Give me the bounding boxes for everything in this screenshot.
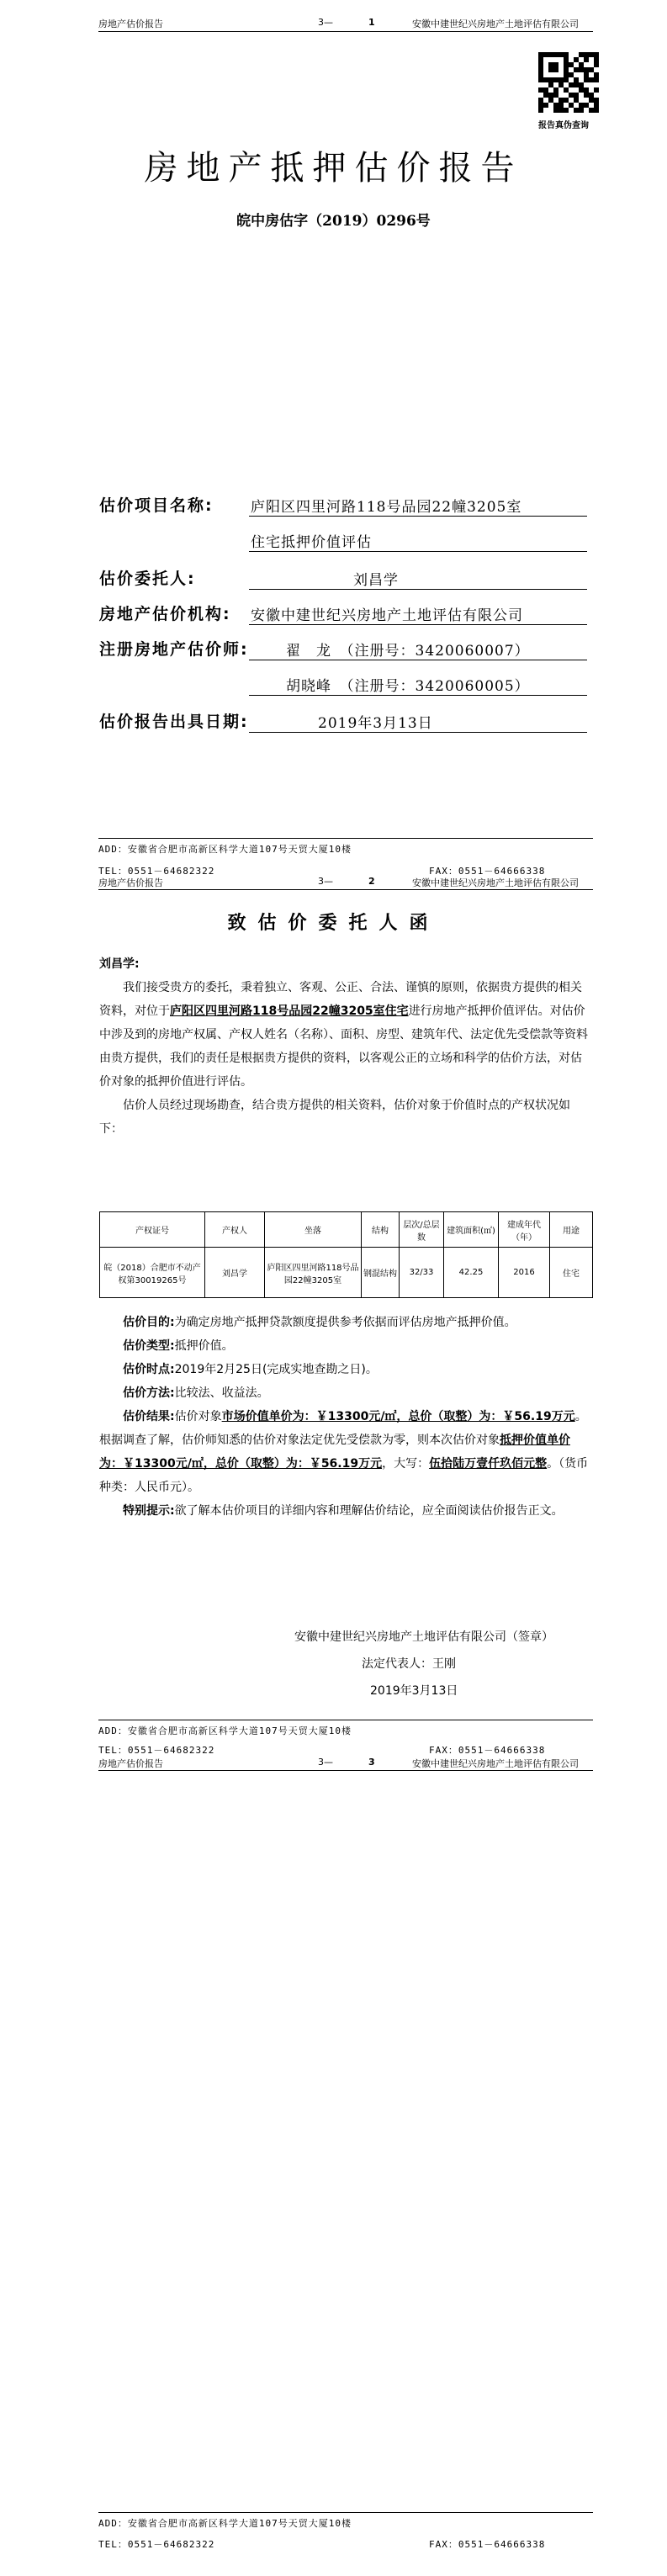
table-cell: 住宅 (550, 1248, 593, 1298)
letter-body (99, 976, 593, 1141)
page3-header-right: 安徽中建世纪兴房地产土地评估有限公司 (412, 1758, 579, 1769)
letter-salutation: 刘昌学: (99, 957, 140, 971)
underline (249, 551, 587, 552)
table-header: 产权证号 (100, 1212, 205, 1248)
page1-header-right: 安徽中建世纪兴房地产土地评估有限公司 (412, 19, 579, 29)
underline (249, 516, 587, 517)
underline (249, 695, 587, 696)
field-value-project: 庐阳区四里河路118号品园22幢3205室 (251, 499, 522, 516)
table-cell: 42.25 (444, 1248, 499, 1298)
page3-footer-tel: TEL：0551－64682322 (98, 2539, 215, 2550)
table-header: 产权人 (205, 1212, 265, 1248)
page3-page-number: 3 (368, 1757, 375, 1768)
page2-header-left: 房地产估价报告 (98, 877, 163, 888)
letter-details (99, 1311, 593, 1523)
underline (249, 589, 587, 590)
table-header: 层次/总层数 (400, 1212, 444, 1248)
table-header: 结构 (362, 1212, 400, 1248)
field-value-appraiser-2: 胡晓峰 （注册号：3420060005） (286, 678, 530, 695)
tip-line: 特别提示:欲了解本估价项目的详细内容和理解估价结论，应全面阅读估价报告正文。 (123, 1504, 564, 1518)
field-label-client: 估价委托人: (99, 570, 196, 588)
page3-footer-fax: FAX：0551－64666338 (429, 2539, 546, 2550)
page1-footer-address: ADD：安徽省合肥市高新区科学大道107号天贸大厦10楼 (98, 844, 352, 855)
page2-header-right: 安徽中建世纪兴房地产土地评估有限公司 (412, 877, 579, 888)
table-header: 建成年代（年） (499, 1212, 550, 1248)
table-header: 建筑面积(㎡) (444, 1212, 499, 1248)
table-cell: 庐阳区四里河路118号品园22幢3205室 (265, 1248, 362, 1298)
page2-header-mid: 3— (318, 876, 333, 887)
type-line: 估价类型:抵押价值。 (123, 1339, 234, 1353)
field-label-appraisers: 注册房地产估价师: (99, 640, 249, 659)
field-value-project-2: 住宅抵押价值评估 (251, 534, 372, 551)
table-cell: 钢混结构 (362, 1248, 400, 1298)
field-label-agency: 房地产估价机构: (99, 605, 231, 623)
page2-page-number: 2 (368, 876, 375, 887)
table-header: 坐落 (265, 1212, 362, 1248)
field-value-client: 刘昌学 (353, 572, 399, 589)
page1-page-number: 1 (368, 17, 375, 28)
field-value-appraiser-1: 翟 龙 （注册号：3420060007） (286, 643, 530, 660)
paragraph-1: 我们接受贵方的委托，秉着独立、客观、公正、合法、谨慎的原则，依据贵方提供的相关资料，对位于庐阳区四里河路118号品园22幢3205室住宅进行房地产抵押价值评估。对估价中涉及到的房地产权属、产权人姓名（名称）、面积、房型、建筑年代、法定优先受偿款等资料由贵方提供，我们的责任是根据贵方提供的资料，以客观公正的立场和科学的估价方法，对估价对象的抵押价值进行评估。 (99, 981, 588, 1089)
underline (249, 732, 587, 733)
page2-footer-tel: TEL：0551－64682322 (98, 1745, 215, 1756)
page1-footer-rule (98, 838, 593, 839)
method-line: 估价方法:比较法、收益法。 (123, 1386, 269, 1400)
table-cell: 皖（2018）合肥市不动产权第30019265号 (100, 1248, 205, 1298)
page1-header-mid: 3— (318, 17, 333, 28)
result-paragraph: 估价结果:估价对象市场价值单价为：￥13300元/㎡，总价（取整）为：￥56.19万元。根据调查了解，估价师知悉的估价对象法定优先受偿款为零，则本次估价对象抵押价值单价为：￥13300元/㎡，总价（取整）为：￥56.19万元，大写：伍拾陆万壹仟玖佰元整。（货币种类：人民币元）。 (99, 1410, 589, 1494)
page3-header-mid: 3— (318, 1757, 333, 1768)
page1-footer-fax: FAX：0551－64666338 (429, 866, 546, 877)
field-value-date: 2019年3月13日 (318, 715, 433, 732)
page2-header-rule (98, 889, 593, 890)
signature-company: 安徽中建世纪兴房地产土地评估有限公司（签章） (294, 1630, 553, 1644)
table-cell: 2016 (499, 1248, 550, 1298)
time-line: 估价时点:2019年2月25日(完成实地查勘之日)。 (123, 1363, 378, 1376)
page3-footer-address: ADD：安徽省合肥市高新区科学大道107号天贸大厦10楼 (98, 2518, 352, 2529)
field-label-project: 估价项目名称: (99, 496, 214, 515)
qr-caption: 报告真伪查询 (538, 121, 589, 130)
report-number: 皖中房估字（2019）0296号 (236, 213, 431, 230)
page3-header-rule (98, 1770, 593, 1771)
table-cell: 32/33 (400, 1248, 444, 1298)
page-title: 房地产抵押估价报告 (144, 149, 523, 188)
page1-header-left: 房地产估价报告 (98, 19, 163, 29)
letter-title: 致估价委托人函 (227, 913, 440, 934)
underline (249, 624, 587, 625)
table-header: 用途 (550, 1212, 593, 1248)
table-cell: 刘昌学 (205, 1248, 265, 1298)
qr-code-icon[interactable] (538, 52, 599, 113)
field-value-agency: 安徽中建世纪兴房地产土地评估有限公司 (251, 607, 523, 624)
purpose-line: 估价目的:为确定房地产抵押贷款额度提供参考依据而评估房地产抵押价值。 (123, 1316, 516, 1329)
page1-header-rule (98, 31, 593, 32)
field-label-date: 估价报告出具日期: (99, 713, 249, 731)
page3-header-left: 房地产估价报告 (98, 1758, 163, 1769)
property-summary-table (99, 1211, 593, 1298)
page1-footer-tel: TEL：0551－64682322 (98, 866, 215, 877)
paragraph-2: 估价人员经过现场勘查，结合贵方提供的相关资料，估价对象于价值时点的产权状况如下： (99, 1099, 570, 1136)
page2-footer-fax: FAX：0551－64666338 (429, 1745, 546, 1756)
page2-footer-address: ADD：安徽省合肥市高新区科学大道107号天贸大厦10楼 (98, 1725, 352, 1736)
signature-representative: 法定代表人：王刚 (362, 1657, 456, 1671)
page3-footer-rule (98, 2512, 593, 2513)
signature-date: 2019年3月13日 (370, 1684, 458, 1698)
